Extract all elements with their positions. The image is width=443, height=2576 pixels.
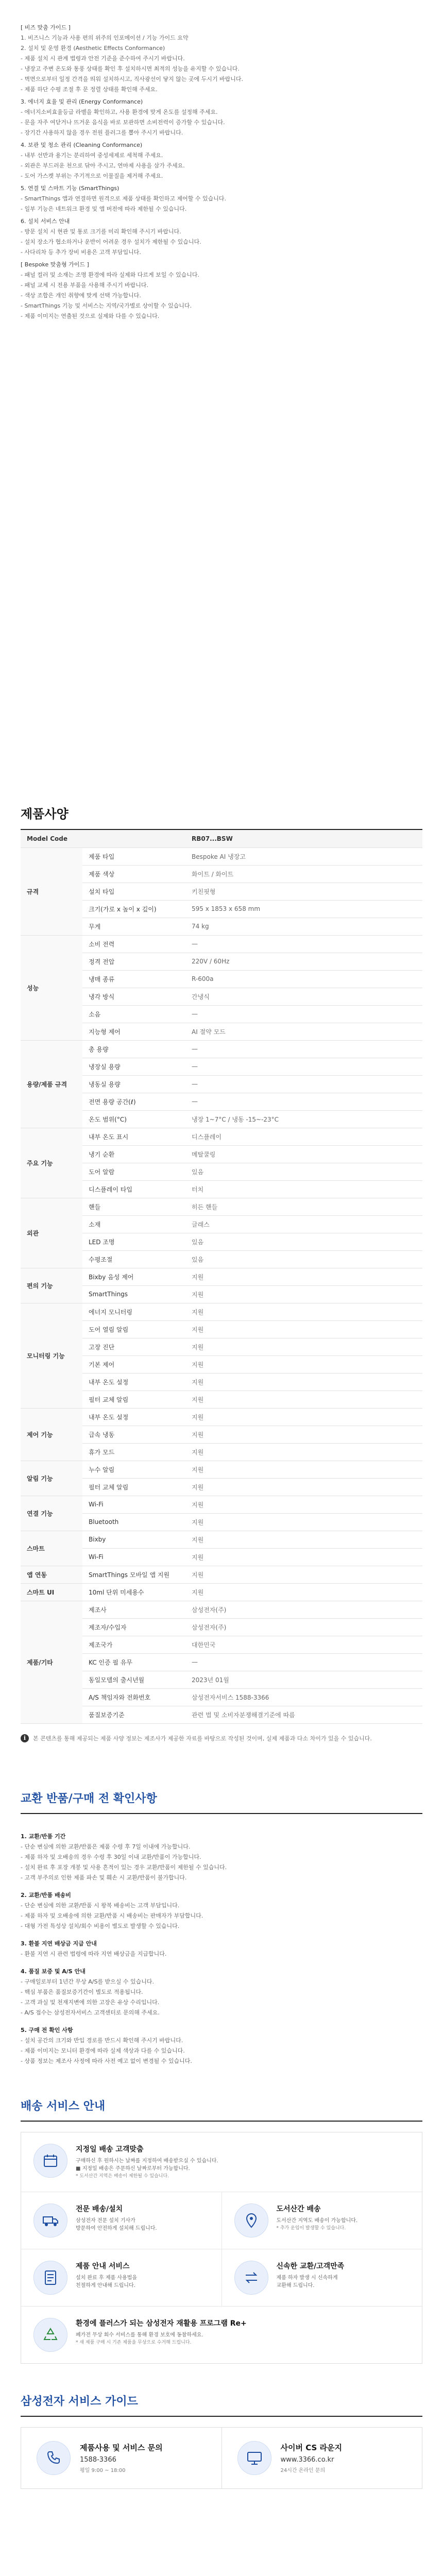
spec-value: — <box>185 1093 422 1110</box>
spec-value: 지원 <box>185 1583 422 1601</box>
spec-label: 핸들 <box>82 1198 185 1215</box>
spec-value: 디스플레이 <box>185 1128 422 1145</box>
delivery-item-title: 신속한 교환/고객만족 <box>276 2262 345 2270</box>
spec-row <box>21 1408 422 1426</box>
spec-value: — <box>185 1040 422 1058</box>
spec-label: Bixby 음성 제어 <box>82 1268 185 1285</box>
phone-icon <box>37 2441 71 2475</box>
spec-value: 지원 <box>185 1461 422 1478</box>
delivery-item-line: 삼성전자 전문 설치 기사가 <box>76 2217 135 2224</box>
spec-value: 지원 <box>185 1285 422 1303</box>
note-line: - 외관은 부드러운 천으로 닦아 주시고, 연마제 사용을 삼가 주세요. <box>21 162 185 169</box>
spec-group-label: 규격 <box>21 848 82 935</box>
note-line: - 내부 선반과 용기는 분리하여 중성세제로 세척해 주세요. <box>21 152 163 159</box>
calendar-icon <box>33 2144 67 2178</box>
spec-value: 지원 <box>185 1303 422 1320</box>
spec-row <box>21 1128 422 1145</box>
exchange-line: - 제품 하자 및 오배송에 의한 교환/반품 시 배송비는 판매자가 부담합니다. <box>21 1912 203 1919</box>
spec-row <box>21 1496 422 1513</box>
spec-label: 제품 타입 <box>82 848 185 865</box>
delivery-row <box>21 2249 422 2307</box>
spec-label: 내부 온도 표시 <box>82 1128 185 1145</box>
delivery-item <box>222 2249 422 2306</box>
delivery-item-note: * 추가 운임이 발생할 수 있습니다. <box>276 2225 346 2231</box>
spec-row <box>21 1198 422 1215</box>
spec-value: 화이트 / 화이트 <box>185 865 422 883</box>
spec-label: 온도 범위(°C) <box>82 1110 185 1128</box>
note-line: - 냉장고 주변 온도와 통풍 상태를 확인 후 설치하시면 최적의 성능을 유지할 수 있습니다. <box>21 65 240 72</box>
truck-icon <box>33 2204 67 2238</box>
spec-table-body <box>21 848 422 1723</box>
spec-value: 있음 <box>185 1250 422 1268</box>
delivery-item-line: ■ 지정일 배송은 주문하신 날짜로부터 가능합니다. <box>76 2165 190 2172</box>
spec-label: 고장 진단 <box>82 1338 185 1355</box>
spec-value: 터치 <box>185 1180 422 1198</box>
exchange-icon-svg <box>243 2269 260 2286</box>
spec-group-label: 용량/제품 규격 <box>21 1040 82 1128</box>
spec-value: 220V / 60Hz <box>185 953 422 970</box>
spec-value: 지원 <box>185 1355 422 1373</box>
service-box <box>21 2427 422 2489</box>
product-notes <box>0 0 443 757</box>
spec-label: 전면 용량 공간(ℓ) <box>82 1093 185 1110</box>
note-line: - 색상 조합은 개인 취향에 맞게 선택 가능합니다. <box>21 292 141 299</box>
spec-value: 글래스 <box>185 1215 422 1233</box>
exchange-line: - 고객 과실 및 천재지변에 의한 고장은 유상 수리입니다. <box>21 1998 160 2006</box>
spec-value: 냉장 1~7°C / 냉동 -15~-23°C <box>185 1110 422 1128</box>
spec-label: 에너지 모니터링 <box>82 1303 185 1320</box>
spec-label: 무게 <box>82 918 185 935</box>
spec-label: 정격 전압 <box>82 953 185 970</box>
delivery-item-title: 환경에 플러스가 되는 삼성전자 재활용 프로그램 Re+ <box>76 2319 247 2328</box>
note-line: 3. 에너지 효율 및 관리 (Energy Conformance) <box>21 98 143 105</box>
exchange-line: - 설치 공간의 크기와 반입 경로를 반드시 확인해 주시기 바랍니다. <box>21 2037 183 2044</box>
exchange-line: - 단순 변심에 의한 교환/반품은 제품 수령 후 7일 이내에 가능합니다. <box>21 1843 191 1850</box>
spec-value: — <box>185 1075 422 1093</box>
spec-label: 도어 알람 <box>82 1163 185 1180</box>
exchange-line: - 고객 부주의로 인한 제품 파손 및 훼손 시 교환/반품이 불가합니다. <box>21 1874 187 1881</box>
spec-row <box>21 848 422 865</box>
spec-row <box>21 1461 422 1478</box>
spec-footnote <box>21 1734 422 1743</box>
delivery-item-line: 제품 하자 발생 시 신속하게 <box>276 2275 338 2281</box>
spec-label: 지능형 제어 <box>82 1023 185 1040</box>
delivery-item <box>21 2192 222 2249</box>
delivery-text <box>277 2204 358 2238</box>
delivery-item-title: 도서산간 배송 <box>276 2205 321 2213</box>
spec-group-label: 앱 연동 <box>21 1566 82 1583</box>
exchange-line: 3. 환불 지연 배상금 지급 안내 <box>21 1940 97 1947</box>
exchange-body <box>21 1814 422 2066</box>
service-item-title: 사이버 CS 라운지 <box>280 2443 342 2452</box>
spec-table <box>21 830 422 1724</box>
exchange-line: - 대형 가전 특성상 설치/회수 비용이 별도로 발생할 수 있습니다. <box>21 1922 180 1929</box>
delivery-item <box>222 2192 422 2249</box>
spec-label: 급속 냉동 <box>82 1426 185 1443</box>
note-line: - SmartThings 앱과 연결하면 원격으로 제품 상태를 확인하고 제어할 수 있습니다. <box>21 195 227 202</box>
note-line: 1. 비즈니스 기능과 사용 편의 위주의 인포메이션 / 기능 가이드 요약 <box>21 35 189 41</box>
spec-group-label: 연결 기능 <box>21 1496 82 1531</box>
spec-group-label: 스마트 UI <box>21 1583 82 1601</box>
spec-label: LED 조명 <box>82 1233 185 1250</box>
model-code-label: Model Code <box>21 830 185 848</box>
spec-value: 지원 <box>185 1320 422 1338</box>
spec-value: 간냉식 <box>185 988 422 1005</box>
spec-label: 수평조절 <box>82 1250 185 1268</box>
note-line: - 패널 교체 시 전용 부품을 사용해 주시기 바랍니다. <box>21 282 148 289</box>
spec-value: 지원 <box>185 1408 422 1426</box>
spec-label: 크기(가로 x 높이 x 깊이) <box>82 900 185 918</box>
spec-label: 제품 색상 <box>82 865 185 883</box>
spec-group-label: 제어 기능 <box>21 1408 82 1461</box>
spec-value: 지원 <box>185 1338 422 1355</box>
exchange-line: 1. 교환/반품 기간 <box>21 1833 66 1840</box>
delivery-box <box>21 2132 422 2364</box>
spec-label: 냉동실 용량 <box>82 1075 185 1093</box>
note-line: - 문을 자주 여닫거나 뜨거운 음식을 바로 보관하면 소비전력이 증가할 수 있습니다. <box>21 119 225 126</box>
spec-label: 제조사 <box>82 1601 185 1618</box>
service-text <box>281 2442 342 2473</box>
note-line: - 제품 하단 수평 조절 후 문 정렬 상태를 확인해 주세요. <box>21 86 158 93</box>
note-line: [ 비즈 맞춤 가이드 ] <box>21 24 71 31</box>
spec-row <box>21 935 422 953</box>
delivery-item <box>21 2249 222 2306</box>
spec-label: 제조국가 <box>82 1636 185 1653</box>
delivery-title: 배송 서비스 안내 <box>21 2097 422 2122</box>
spec-label: Wi-Fi <box>82 1548 185 1566</box>
spec-label: 내부 온도 설정 <box>82 1408 185 1426</box>
spec-value: 삼성전자(주) <box>185 1601 422 1618</box>
spec-label: 총 용량 <box>82 1040 185 1058</box>
exchange-section <box>0 1790 443 2066</box>
exchange-line: - 설치 완료 후 포장 개봉 및 사용 흔적이 있는 경우 교환/반품이 제한될 수 있습니다. <box>21 1863 227 1871</box>
delivery-text <box>76 2261 137 2295</box>
spec-label: 냉각 방식 <box>82 988 185 1005</box>
service-item-value: 1588-3366 <box>80 2456 116 2464</box>
phone-icon-svg <box>45 2449 62 2467</box>
delivery-row <box>21 2307 422 2363</box>
spec-footnote-text: 본 콘텐츠를 통해 제공되는 제품 사양 정보는 제조사가 제공한 자료를 바탕으로 작성된 것이며, 실제 제품과 다소 차이가 있을 수 있습니다. <box>33 1735 372 1742</box>
map-icon <box>234 2204 268 2238</box>
spec-label: 냉매 종류 <box>82 970 185 988</box>
note-line: [ Bespoke 맞춤형 가이드 ] <box>21 261 89 268</box>
delivery-text <box>76 2204 157 2238</box>
service-item-title: 제품사용 및 서비스 문의 <box>80 2443 163 2452</box>
spec-value: 키친핏형 <box>185 883 422 900</box>
spec-value: 지원 <box>185 1531 422 1548</box>
spec-value: — <box>185 1653 422 1671</box>
spec-row <box>21 1566 422 1583</box>
map-icon-svg <box>243 2212 260 2229</box>
spec-value: 지원 <box>185 1443 422 1461</box>
spec-value: 지원 <box>185 1513 422 1531</box>
exchange-line: - 제품 하자 및 오배송의 경우 수령 후 30일 이내 교환/반품이 가능합니다. <box>21 1853 201 1860</box>
spec-value: 지원 <box>185 1566 422 1583</box>
spec-group-label: 성능 <box>21 935 82 1040</box>
note-line: - 제품 이미지는 연출된 것으로 실제와 다를 수 있습니다. <box>21 313 160 319</box>
spec-label: 냉기 순환 <box>82 1145 185 1163</box>
spec-group-label: 스마트 <box>21 1531 82 1566</box>
delivery-item-line: 구매하신 후 원하시는 날짜를 지정하여 배송받으실 수 있습니다. <box>76 2158 218 2164</box>
spec-section <box>0 804 443 1743</box>
spec-label: 동일모델의 출시년월 <box>82 1671 185 1688</box>
spec-label: 필터 교체 알림 <box>82 1478 185 1496</box>
note-line: 4. 보관 및 청소 관리 (Cleaning Conformance) <box>21 142 143 148</box>
spec-label: 휴가 모드 <box>82 1443 185 1461</box>
info-icon: i <box>21 1734 29 1742</box>
exchange-line: - 단순 변심에 의한 교환/반품 시 왕복 배송비는 고객 부담입니다. <box>21 1902 180 1909</box>
note-line: - 벽면으로부터 일정 간격을 띄워 설치하시고, 직사광선이 닿지 않는 곳에 두시기 바랍니다. <box>21 76 243 82</box>
spec-value: 있음 <box>185 1163 422 1180</box>
delivery-section <box>0 2097 443 2364</box>
delivery-item-note: * 도서산간 지역은 배송이 제한될 수 있습니다. <box>76 2173 169 2179</box>
spec-value: 지원 <box>185 1496 422 1513</box>
spec-label: 디스플레이 타입 <box>82 1180 185 1198</box>
note-line: - 사다리차 등 추가 장비 비용은 고객 부담입니다. <box>21 249 141 256</box>
delivery-item-line: 도서산간 지역도 배송이 가능합니다. <box>276 2217 358 2224</box>
exchange-line: - 환불 지연 시 관련 법령에 따라 지연 배상금을 지급합니다. <box>21 1950 167 1957</box>
spec-label: 냉장실 용량 <box>82 1058 185 1075</box>
exchange-title: 교환 반품/구매 전 확인사항 <box>21 1790 422 1814</box>
spec-label: 도어 열림 알림 <box>82 1320 185 1338</box>
service-item[interactable] <box>222 2428 422 2488</box>
monitor-icon <box>237 2441 271 2475</box>
spec-label: 누수 알림 <box>82 1461 185 1478</box>
spec-label: 10ml 단위 미세용수 <box>82 1583 185 1601</box>
spec-row <box>21 1303 422 1320</box>
truck-icon-svg <box>42 2212 59 2229</box>
exchange-line: 2. 교환/반품 배송비 <box>21 1891 71 1899</box>
spec-header-row <box>21 830 422 848</box>
delivery-item-note: * 새 제품 구매 시 기존 제품을 무상으로 수거해 드립니다. <box>76 2340 192 2345</box>
spec-group-label: 모니터링 기능 <box>21 1303 82 1408</box>
service-item-note: 24시간 온라인 문의 <box>280 2468 326 2473</box>
delivery-item-title: 지정일 배송 고객맞춤 <box>76 2145 144 2154</box>
note-line: - 일부 기능은 네트워크 환경 및 앱 버전에 따라 제한될 수 있습니다. <box>21 206 187 212</box>
spec-label: 제조자/수입자 <box>82 1618 185 1636</box>
spec-group-label: 주요 기능 <box>21 1128 82 1198</box>
spec-label: SmartThings 모바일 앱 지원 <box>82 1566 185 1583</box>
spec-value: 74 kg <box>185 918 422 935</box>
guide-icon <box>33 2261 67 2295</box>
exchange-line: 4. 품질 보증 및 A/S 안내 <box>21 1968 86 1975</box>
note-line: 6. 설치 서비스 안내 <box>21 218 70 225</box>
spec-label: 내부 온도 설정 <box>82 1373 185 1391</box>
exchange-line: - A/S 접수는 삼성전자서비스 고객센터로 문의해 주세요. <box>21 2009 160 2016</box>
spec-row <box>21 1583 422 1601</box>
exchange-icon <box>234 2261 268 2295</box>
spec-value: 지원 <box>185 1268 422 1285</box>
recycle-icon <box>33 2318 67 2352</box>
exchange-line: - 제품 이미지는 모니터 환경에 따라 실제 색상과 다를 수 있습니다. <box>21 2047 185 2054</box>
exchange-line: - 상품 정보는 제조사 사정에 따라 사전 예고 없이 변경될 수 있습니다. <box>21 2057 192 2064</box>
spec-label: 소비 전력 <box>82 935 185 953</box>
spec-value: 있음 <box>185 1233 422 1250</box>
spec-value: — <box>185 1058 422 1075</box>
note-line: - 패널 컬러 및 소재는 조명 환경에 따라 실제와 다르게 보일 수 있습니다. <box>21 272 199 278</box>
delivery-item-line: 설치 완료 후 제품 사용법을 <box>76 2275 137 2281</box>
delivery-item-title: 전문 배송/설치 <box>76 2205 123 2213</box>
delivery-item-line: 폐가전 무상 회수 서비스를 통해 환경 보호에 동참하세요. <box>76 2332 203 2338</box>
note-line: - 에너지소비효율등급 라벨을 확인하고, 사용 환경에 맞게 온도를 설정해 주세요. <box>21 109 218 115</box>
service-title: 삼성전자 서비스 가이드 <box>21 2393 422 2417</box>
spec-value: 2023년 01월 <box>185 1671 422 1688</box>
spec-label: Bluetooth <box>82 1513 185 1531</box>
spec-label: 품질보증기준 <box>82 1706 185 1723</box>
service-item[interactable] <box>21 2428 222 2488</box>
note-line: - SmartThings 기능 및 서비스는 지역/국가별로 상이할 수 있습니다. <box>21 302 192 309</box>
spec-value: Bespoke AI 냉장고 <box>185 848 422 865</box>
spec-value: 대한민국 <box>185 1636 422 1653</box>
spec-value: 삼성전자(주) <box>185 1618 422 1636</box>
calendar-icon-svg <box>42 2152 59 2170</box>
spec-row <box>21 1268 422 1285</box>
service-section <box>0 2393 443 2489</box>
guide-icon-svg <box>42 2269 59 2286</box>
spec-label: Wi-Fi <box>82 1496 185 1513</box>
exchange-line: - 핵심 부품은 품질보증기간이 별도로 적용됩니다. <box>21 1988 143 1995</box>
delivery-item-line: 교환해 드립니다. <box>276 2282 315 2289</box>
spec-group-label: 제품/기타 <box>21 1601 82 1723</box>
spec-value: 히든 핸들 <box>185 1198 422 1215</box>
spec-value: 삼성전자서비스 1588-3366 <box>185 1688 422 1706</box>
delivery-item-line: 친절하게 안내해 드립니다. <box>76 2282 135 2289</box>
delivery-row <box>21 2192 422 2249</box>
recycle-icon-svg <box>42 2326 59 2344</box>
spec-value: 595 x 1853 x 658 mm <box>185 900 422 918</box>
note-line: 2. 설치 및 운영 환경 (Aesthetic Effects Conformance) <box>21 45 165 52</box>
note-line: - 설치 장소가 협소하거나 운반이 어려운 경우 설치가 제한될 수 있습니다. <box>21 239 201 245</box>
exchange-line: 5. 구매 전 확인 사항 <box>21 2026 73 2033</box>
spec-title: 제품사양 <box>21 804 422 830</box>
spec-value: AI 절약 모드 <box>185 1023 422 1040</box>
spec-label: Bixby <box>82 1531 185 1548</box>
spec-value: 관련 법 및 소비자분쟁해결기준에 따름 <box>185 1706 422 1723</box>
spec-label: KC 인증 필 유무 <box>82 1653 185 1671</box>
delivery-text <box>76 2144 218 2180</box>
spec-value: 지원 <box>185 1426 422 1443</box>
note-line: - 도어 가스켓 부위는 주기적으로 이물질을 제거해 주세요. <box>21 173 163 179</box>
spec-value: 메탈쿨링 <box>185 1145 422 1163</box>
delivery-item <box>21 2132 422 2192</box>
delivery-text <box>277 2261 345 2295</box>
service-item-note: 평일 9:00 ~ 18:00 <box>80 2468 126 2473</box>
spec-value: — <box>185 935 422 953</box>
delivery-text <box>76 2318 247 2352</box>
spec-row <box>21 1531 422 1548</box>
note-line: - 장기간 사용하지 않을 경우 전원 플러그를 뽑아 주시기 바랍니다. <box>21 129 183 136</box>
spec-label: SmartThings <box>82 1285 185 1303</box>
spec-label: 소재 <box>82 1215 185 1233</box>
spec-label: 소음 <box>82 1005 185 1023</box>
note-line: - 제품 설치 시 관계 법령과 안전 기준을 준수하여 주시기 바랍니다. <box>21 55 185 62</box>
spec-label: 설치 타입 <box>82 883 185 900</box>
service-text <box>80 2442 163 2473</box>
note-line: - 방문 설치 시 현관 및 통로 크기를 미리 확인해 주시기 바랍니다. <box>21 228 181 235</box>
spec-label: 기본 제어 <box>82 1355 185 1373</box>
spec-row <box>21 1040 422 1058</box>
spec-value: — <box>185 1005 422 1023</box>
spec-value: 지원 <box>185 1391 422 1408</box>
spec-group-label: 편의 기능 <box>21 1268 82 1303</box>
spec-label: A/S 책임자와 전화번호 <box>82 1688 185 1706</box>
spec-value: 지원 <box>185 1478 422 1496</box>
delivery-row <box>21 2132 422 2192</box>
spec-value: R-600a <box>185 970 422 988</box>
delivery-item <box>21 2307 422 2363</box>
model-code-value: RB07...BSW <box>185 830 422 848</box>
spec-value: 지원 <box>185 1373 422 1391</box>
service-item-value: www.3366.co.kr <box>280 2456 334 2464</box>
spec-label: 필터 교체 알림 <box>82 1391 185 1408</box>
exchange-line: - 구매일로부터 1년간 무상 A/S를 받으실 수 있습니다. <box>21 1978 155 1985</box>
delivery-item-line: 방문하여 안전하게 설치해 드립니다. <box>76 2225 157 2231</box>
spec-value: 지원 <box>185 1548 422 1566</box>
delivery-item-title: 제품 안내 서비스 <box>76 2262 130 2270</box>
spec-group-label: 외관 <box>21 1198 82 1268</box>
spec-group-label: 알림 기능 <box>21 1461 82 1496</box>
note-line: 5. 연결 및 스마트 기능 (SmartThings) <box>21 185 120 192</box>
monitor-icon-svg <box>246 2449 263 2467</box>
spec-row <box>21 1601 422 1618</box>
